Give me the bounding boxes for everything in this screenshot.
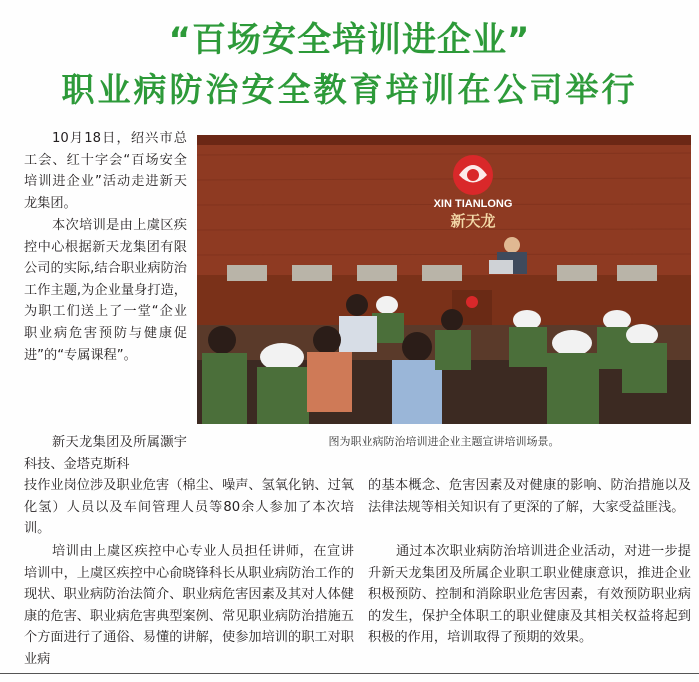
article-paragraph-5: 通过本次职业病防治培训进企业活动，对进一步提升新天龙集团及所属企业职工职业健康意识，推进企业积极预防、控制和消除职业危害因素，有效预防职业病的发生，保护全体职工的职业健康及其相关权益将起到积极的作用，培训取得了预期的效果。 — [368, 544, 691, 646]
company-logo — [453, 155, 493, 195]
article-paragraph-2: 本次培训是由上虞区疾控中心根据新天龙集团有限公司的实际,结合职业病防治工作主题,为企业量身打造，为职工们送上了一堂“企业职业病危害预防与健康促进”的“专属课程”。 — [24, 218, 187, 363]
photo-caption: 图为职业病防治培训进企业主题宣讲培训场景。 — [328, 435, 560, 448]
bottom-divider — [0, 673, 699, 674]
article-paragraph-1: 10月18日，绍兴市总工会、红十字会“百场安全培训进企业”活动走进新天龙集团。 — [24, 131, 187, 211]
article-paragraph-4-continued: 的基本概念、危害因素及对健康的影响、防治措施以及法律法规等相关知识有了更深的了解，大家受益匪浅。 — [368, 478, 691, 515]
headline-line-2: 职业病防治安全教育培训在公司举行 — [61, 70, 638, 109]
training-photo — [197, 135, 691, 424]
headline-line-1: “百场安全培训进企业” — [168, 20, 531, 60]
logo-english-text: XIN TIANLONG — [433, 198, 513, 210]
article-paragraph-3b: 技作业岗位涉及职业危害（棉尘、噪声、氢氧化钠、过氧化氢）人员以及车间管理人员等80余人参加了本次培训。 — [24, 478, 354, 537]
article-paragraph-4: 培训由上虞区疾控中心专业人员担任讲师，在宣讲培训中，上虞区疾控中心俞晓锋科长从职业病防治工作的现状、职业病防治法简介、职业病危害因素及其对人体健康的危害、职业病危害典型案例、常见职业病防治措施五个方面进行了通俗、易懂的讲解，使参加培训的职工对职业病 — [24, 544, 354, 667]
training-scene-illustration — [197, 135, 691, 424]
article-paragraph-3a: 新天龙集团及所属灏宇科技、金塔克斯科 — [24, 435, 187, 472]
logo-chinese-text: 新天龙 — [450, 212, 496, 230]
